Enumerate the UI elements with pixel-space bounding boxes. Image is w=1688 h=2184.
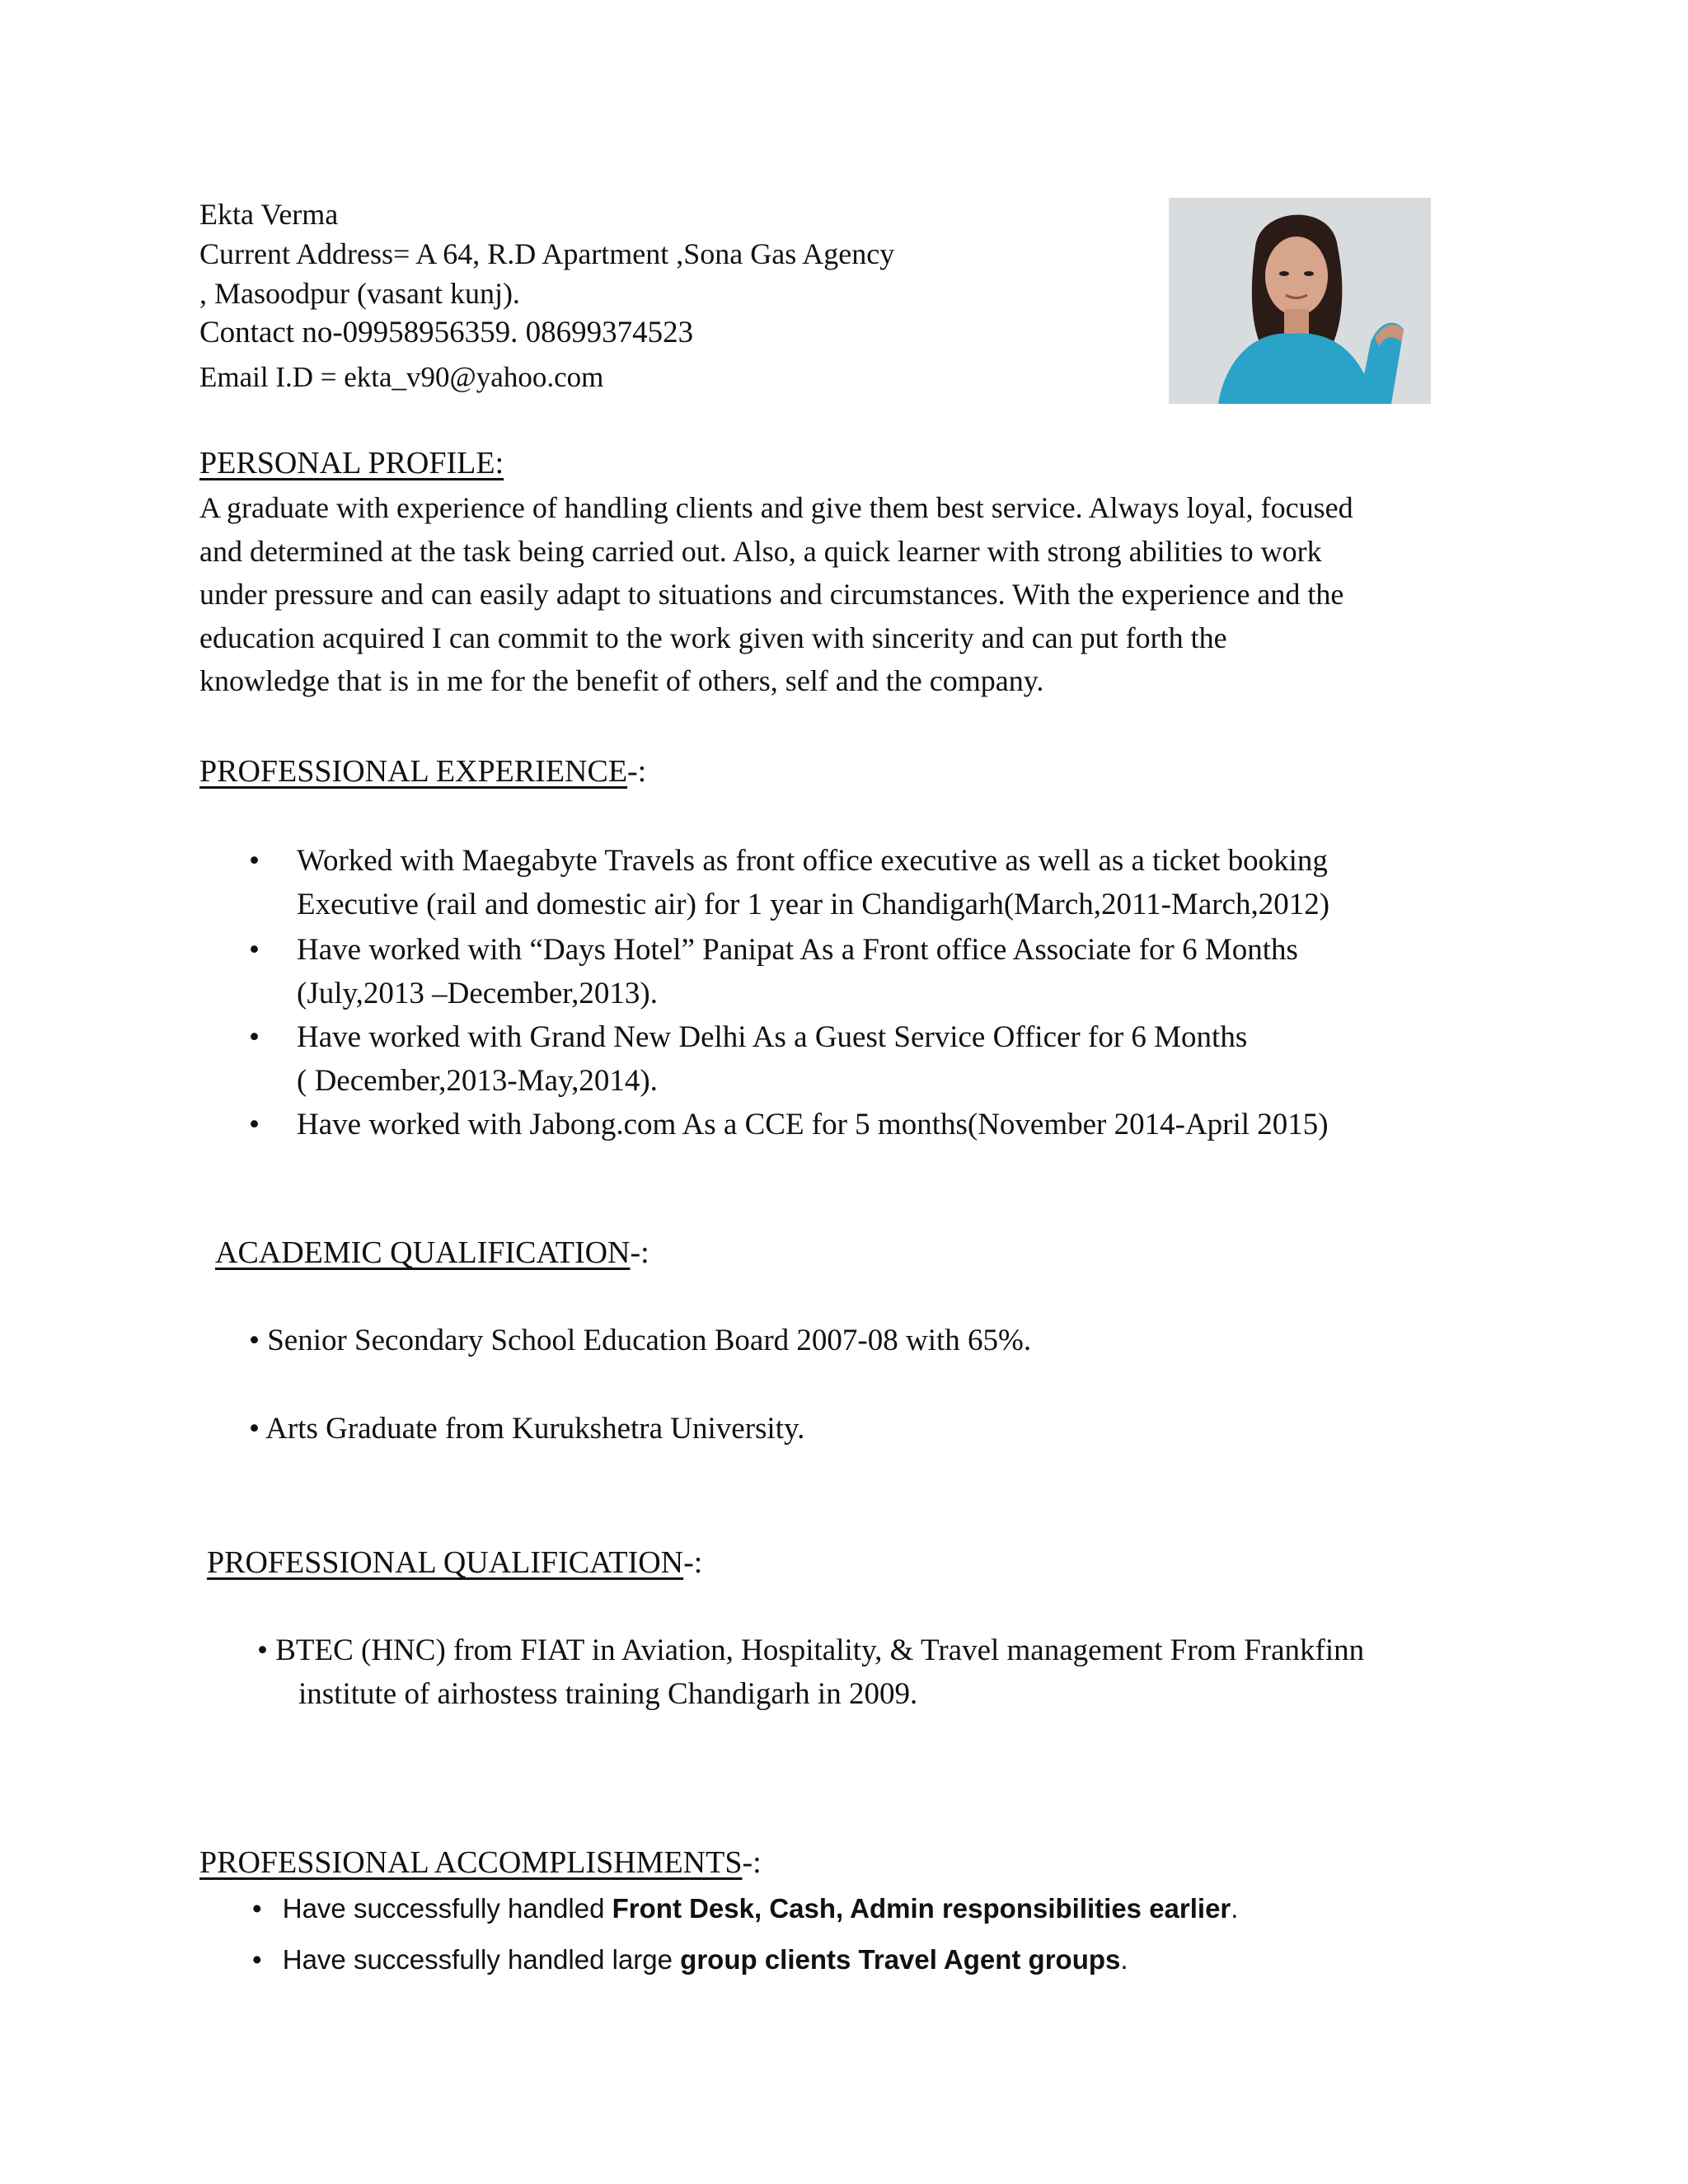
accomplishment-text: Have successfully handled <box>282 1893 612 1924</box>
personal-profile-title: PERSONAL PROFILE: <box>199 446 504 480</box>
profile-line: education acquired I can commit to the work given with sincerity and can put forth the <box>199 621 1227 654</box>
experience-item-line: ( December,2013-May,2014). <box>297 1064 658 1098</box>
bullet-icon: • <box>252 1893 262 1924</box>
bullet-icon: • <box>249 933 260 967</box>
accomplishment-emphasis: Front Desk, Cash, Admin responsibilities earlier <box>612 1893 1231 1924</box>
candidate-name: Ekta Verma <box>199 198 339 231</box>
section-heading-professional-qualification <box>207 1543 702 1582</box>
experience-item-line: (July,2013 –December,2013). <box>297 977 658 1010</box>
email-address: Email I.D = ekta_v90@yahoo.com <box>199 361 604 393</box>
accomplishments-title-suffix: -: <box>742 1845 762 1880</box>
experience-item-line: Have worked with Jabong.com As a CCE for 5 months(November 2014-April 2015) <box>297 1108 1329 1141</box>
profile-photo <box>1169 198 1431 404</box>
academic-item: • Arts Graduate from Kurukshetra University. <box>249 1412 805 1446</box>
experience-title: PROFESSIONAL EXPERIENCE <box>199 754 628 789</box>
academic-item: • Senior Secondary School Education Board 2007-08 with 65%. <box>249 1324 1032 1357</box>
accomplishment-emphasis: group clients Travel Agent groups <box>680 1944 1121 1975</box>
professional-qualification-title-suffix: -: <box>683 1545 703 1580</box>
accomplishments-title: PROFESSIONAL ACCOMPLISHMENTS <box>199 1845 743 1880</box>
section-heading-accomplishments <box>199 1843 762 1882</box>
experience-item-line: Have worked with “Days Hotel” Panipat As a Front office Associate for 6 Months <box>297 933 1298 967</box>
accomplishment-end: . <box>1120 1944 1128 1975</box>
address-line-1: Current Address= A 64, R.D Apartment ,Sona Gas Agency <box>199 237 895 270</box>
profile-line: knowledge that is in me for the benefit of others, self and the company. <box>199 664 1044 697</box>
accomplishment-item <box>252 1889 1238 1929</box>
bullet-icon: • <box>249 844 260 878</box>
profile-line: and determined at the task being carried out. Also, a quick learner with strong abilities to work <box>199 534 1322 568</box>
experience-title-suffix: -: <box>627 754 647 789</box>
accomplishment-end: . <box>1231 1893 1239 1924</box>
experience-item-line: Worked with Maegabyte Travels as front office executive as well as a ticket booking <box>297 844 1328 878</box>
profile-line: A graduate with experience of handling clients and give them best service. Always loyal, focused <box>199 491 1353 524</box>
academic-title: ACADEMIC QUALIFICATION <box>215 1235 631 1270</box>
accomplishment-text: Have successfully handled large <box>282 1944 681 1975</box>
section-heading-academic <box>215 1233 649 1272</box>
section-heading-experience <box>199 752 646 791</box>
profile-line: under pressure and can easily adapt to situations and circumstances. With the experience and the <box>199 578 1344 611</box>
experience-item-line: Executive (rail and domestic air) for 1 year in Chandigarh(March,2011-March,2012) <box>297 888 1330 921</box>
accomplishment-item <box>252 1940 1128 1980</box>
section-heading-personal-profile <box>199 443 504 483</box>
professional-qualification-title: PROFESSIONAL QUALIFICATION <box>207 1545 684 1580</box>
professional-qualification-line: • BTEC (HNC) from FIAT in Aviation, Hospitality, & Travel management From Frankfinn <box>257 1633 1365 1667</box>
personal-profile-text <box>199 486 1485 703</box>
academic-title-suffix: -: <box>630 1235 649 1270</box>
address-line-2: , Masoodpur (vasant kunj). <box>199 277 520 310</box>
bullet-icon: • <box>249 1108 260 1141</box>
contact-numbers: Contact no-09958956359. 08699374523 <box>199 316 694 349</box>
professional-qualification-line: institute of airhostess training Chandigarh in 2009. <box>298 1677 918 1711</box>
bullet-icon: • <box>252 1944 262 1975</box>
bullet-icon: • <box>249 1020 260 1054</box>
experience-item-line: Have worked with Grand New Delhi As a Guest Service Officer for 6 Months <box>297 1020 1248 1054</box>
